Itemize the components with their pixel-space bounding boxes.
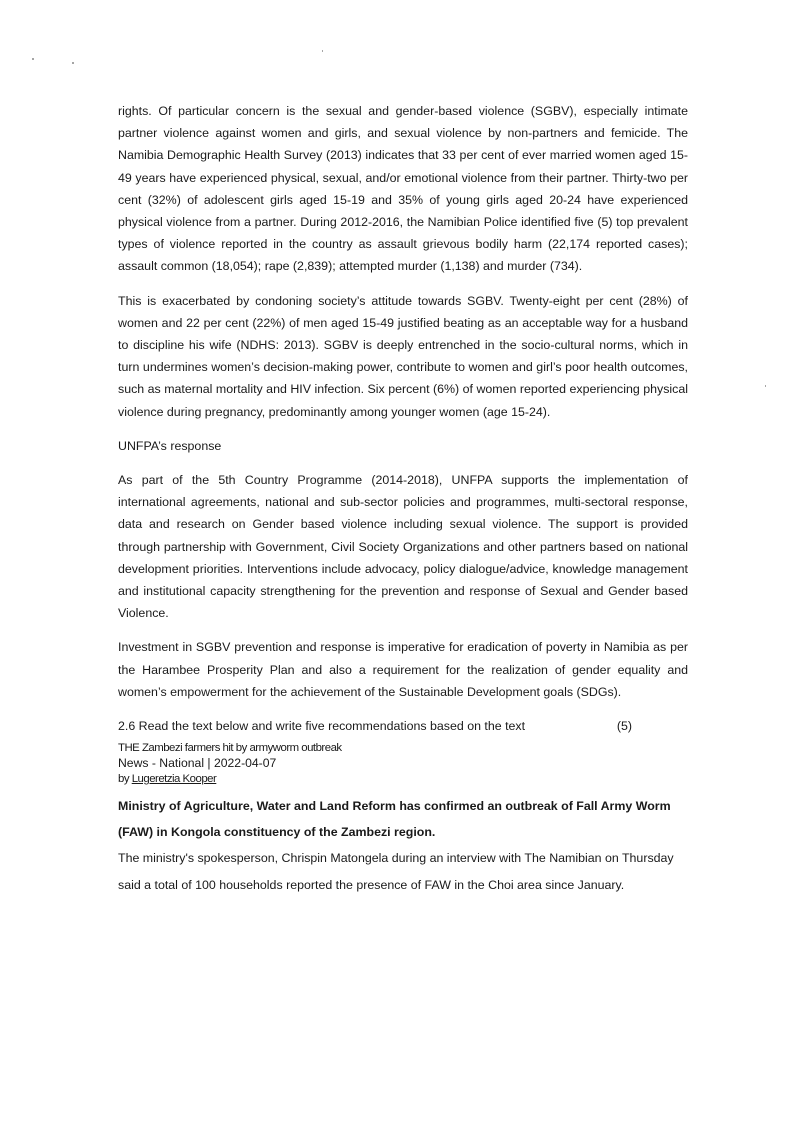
question-marks: (5) (616, 719, 632, 734)
document-page (118, 100, 688, 898)
article-author-link[interactable]: Lugeretzia Kooper (131, 773, 217, 786)
body-paragraph: This is exacerbated by condoning society’s attitude towards SGBV. Twenty-eight per cent (28%) of women and 22 per cent (22%) of men aged 15-49 justified beating as an acceptable way for a husband to discipline his wife (NDHS: 2013). SGBV is deeply entrenched in the socio-cultural norms, which in turn undermines women’s decision-making power, contribute to women and girl’s poor health outcomes, such as maternal mortality and HIV infection. Six percent (6%) of women reported experiencing physical violence during pregnancy, predominantly among younger women (age 15-24). (118, 293, 688, 419)
body-paragraph: As part of the 5th Country Programme (2014-2018), UNFPA supports the implementation of international agreements, national and sub-sector policies and programmes, multi-sectoral response, data and research on Gender based violence including sexual violence. The support is provided through partnership with Government, Civil Society Organizations and other partners based on national development priorities. Interventions include advocacy, policy dialogue/advice, knowledge management and institutional capacity strengthening for the prevention and response of Sexual and Gender based Violence. (118, 473, 688, 621)
scan-speck (72, 62, 74, 64)
article (118, 741, 688, 898)
question-text: 2.6 Read the text below and write five recommendations based on the text (118, 719, 526, 734)
article-title: THE Zambezi farmers hit by armyworm outbreak (118, 742, 342, 755)
scan-speck (32, 58, 34, 60)
scan-speck (765, 385, 766, 387)
byline-prefix: by (118, 773, 132, 786)
article-lead: Ministry of Agriculture, Water and Land Reform has confirmed an outbreak of Fall Army Worm (FAW) in Kongola constituency of the Zambezi region. (118, 799, 671, 840)
article-byline (118, 771, 688, 787)
scan-speck (322, 50, 323, 52)
body-paragraph: Investment in SGBV prevention and response is imperative for eradication of poverty in Namibia as per the Harambee Prosperity Plan and also a requirement for the realization of gender equality and women’s empowerment for the achievement of the Sustainable Development goals (SDGs). (118, 640, 688, 699)
question (118, 715, 688, 737)
article-meta: News - National | 2022-04-07 (118, 756, 277, 771)
section-heading: UNFPA’s response (118, 438, 222, 453)
article-body: The ministry's spokesperson, Chrispin Matongela during an interview with The Namibian on Thursday said a total of 100 households reported the presence of FAW in the Choi area since January. (118, 851, 674, 892)
body-paragraph: rights. Of particular concern is the sexual and gender-based violence (SGBV), especially intimate partner violence against women and girls, and sexual violence by non-partners and femicide. The Namibia Demographic Health Survey (2013) indicates that 33 per cent of ever married women aged 15-49 years have experienced physical, sexual, and/or emotional violence from their partner. Thirty-two per cent (32%) of adolescent girls aged 15-19 and 35% of young girls aged 20-24 have experienced physical violence from a partner. During 2012-2016, the Namibian Police identified five (5) top prevalent types of violence reported in the country as assault grievous bodily harm (22,174 reported cases); assault common (18,054); rape (2,839); attempted murder (1,138) and murder (734). (118, 104, 688, 274)
